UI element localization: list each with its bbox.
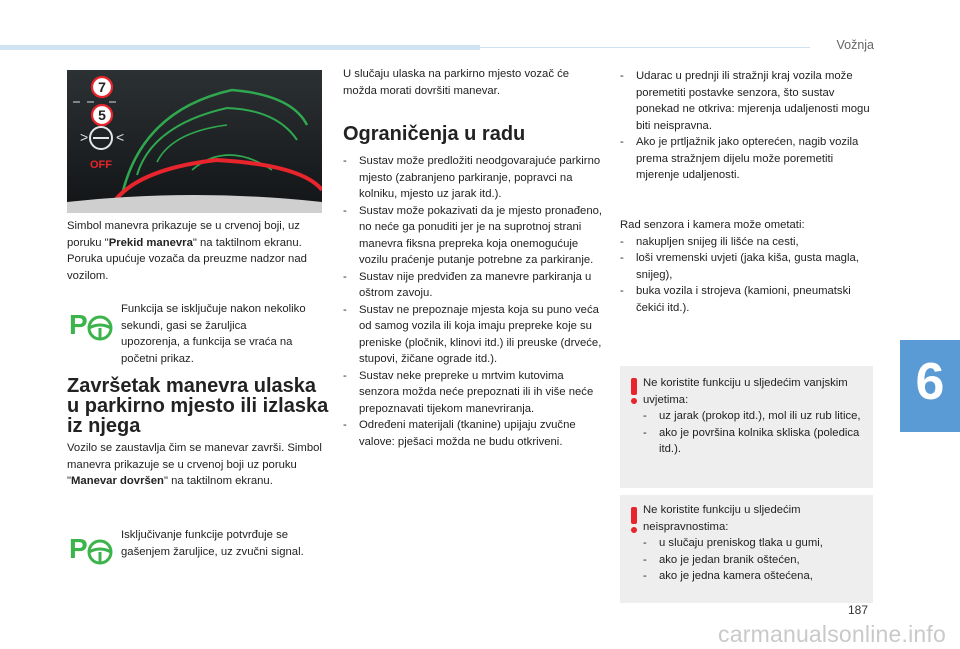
- exclamation-warning-icon: [630, 507, 638, 533]
- chapter-number: 6: [915, 353, 945, 411]
- warning-intro: Ne koristite funkciju u sljedećim vanjskim uvjetima:: [643, 377, 848, 406]
- list-item: - Sustav ne prepoznaje mjesta koja su puno veća od samog vozila ili koja imaju prepreke koje su preniske (pločnik, klinovi itd.) ili preuske (drveće, stupovi, žičane ograde itd.).: [343, 302, 605, 368]
- svg-text:P: P: [69, 309, 88, 340]
- parking-assist-icon: [69, 308, 115, 352]
- heading-limitations: Ograničenja u radu: [343, 123, 526, 145]
- svg-text:7: 7: [98, 79, 106, 95]
- limitations-list: [343, 153, 605, 450]
- sensor-interference-block: [620, 217, 875, 316]
- svg-text:>: >: [80, 129, 89, 145]
- list-item: - Ako je prtljažnik jako opterećen, nagib vozila prema stražnjem dijelu može poremetiti mjerenje udaljenosti.: [620, 134, 875, 184]
- list-item: - Udarac u prednji ili stražnji kraj vozila može poremetiti postavke senzora, što sustav ponekad ne otkriva: mjerenja udaljenosti mogu biti neispravna.: [620, 68, 875, 134]
- section-title: Vožnja: [836, 38, 874, 52]
- heading-end-manoeuvre: Završetak manevra ulaska u parkirno mjesto ili izlaska iz njega: [67, 375, 329, 437]
- info-text-2: Isključivanje funkcije potvrđuje se gašenjem žaruljice, uz zvučni signal.: [121, 529, 304, 558]
- list-item: - loši vremenski uvjeti (jaka kiša, gusta magla, snijeg),: [620, 250, 875, 283]
- list-item: - Sustav može predložiti neodgovarajuće parkirno mjesto (zabranjeno parkiranje, popravci na kolniku, mjesto uz jarak itd.).: [343, 153, 605, 203]
- list-item: - ako je jedna kamera oštećena,: [643, 568, 865, 585]
- svg-text:OFF: OFF: [90, 159, 112, 171]
- header-bar: [0, 45, 480, 50]
- info-text-1: Funkcija se isključuje nakon nekoliko sekundi, gasi se žaruljica upozorenja, a funkcija se vraća na početni prikaz.: [121, 303, 306, 365]
- col2-intro: U slučaju ulaska na parkirno mjesto vozač će možda morati dovršiti manevar.: [343, 68, 570, 97]
- list-item: - Određeni materijali (tkanine) upijaju zvučne valove: pješaci možda ne budu otkriveni.: [343, 417, 605, 450]
- sensor-intro: Rad senzora i kamera može ometati:: [620, 219, 805, 231]
- callout-7-icon: [92, 77, 112, 97]
- camera-view-illustration: [67, 70, 322, 213]
- svg-text:<: <: [116, 129, 125, 145]
- impact-list: [620, 68, 875, 184]
- watermark: carmanualsonline.info: [718, 621, 946, 647]
- parking-camera-image: [67, 70, 322, 213]
- sensor-list: [620, 234, 875, 317]
- warning-box-conditions: [620, 366, 873, 488]
- list-item: - buka vozila i strojeva (kamioni, pneumatski čekići itd.).: [620, 283, 875, 316]
- warning-intro: Ne koristite funkciju u sljedećim neispravnostima:: [643, 504, 801, 533]
- warning-list: [643, 408, 865, 458]
- list-item: - ako je jedan branik oštećen,: [643, 552, 865, 569]
- list-item: - Sustav nije predviđen za manevre parkiranja u oštrom zavoju.: [343, 269, 605, 302]
- list-item: - nakupljen snijeg ili lišće na cesti,: [620, 234, 875, 251]
- svg-text:5: 5: [98, 107, 106, 123]
- parking-assist-icon: [69, 532, 115, 576]
- exclamation-warning-icon: [630, 378, 638, 404]
- warning-list: [643, 535, 865, 585]
- list-item: - u slučaju preniskog tlaka u gumi,: [643, 535, 865, 552]
- callout-5-icon: [92, 105, 112, 125]
- list-item: - Sustav neke prepreke u mrtvim kutovima senzora možda neće prepoznati ili ih više neće prepoznavati tijekom manevriranja.: [343, 368, 605, 418]
- list-item: - ako je površina kolnika skliska (poledica itd.).: [643, 425, 865, 458]
- list-item: - uz jarak (prokop itd.), mol ili uz rub litice,: [643, 408, 865, 425]
- svg-text:P: P: [69, 533, 88, 564]
- list-item: - Sustav može pokazivati da je mjesto pronađeno, no neće ga ponuditi jer je na suprotnoj strani manevra fiksna prepreka koja onemogućuje vozilu praćenje putanje potrebne za parkiranje.: [343, 203, 605, 269]
- warning-box-faults: [620, 495, 873, 603]
- end-manoeuvre-text: Vozilo se zaustavlja čim se manevar završi. Simbol manevra prikazuje se u crvenoj boji uz poruku "Manevar dovršen" na taktilnom ekranu.: [67, 442, 322, 487]
- caption-text: Simbol manevra prikazuje se u crvenoj boji, uz poruku "Prekid manevra" na taktilnom ekranu. Poruka upućuje vozača da preuzme nadzor nad vozilom.: [67, 220, 307, 282]
- header-line: [480, 47, 810, 48]
- page-number: 187: [847, 603, 868, 617]
